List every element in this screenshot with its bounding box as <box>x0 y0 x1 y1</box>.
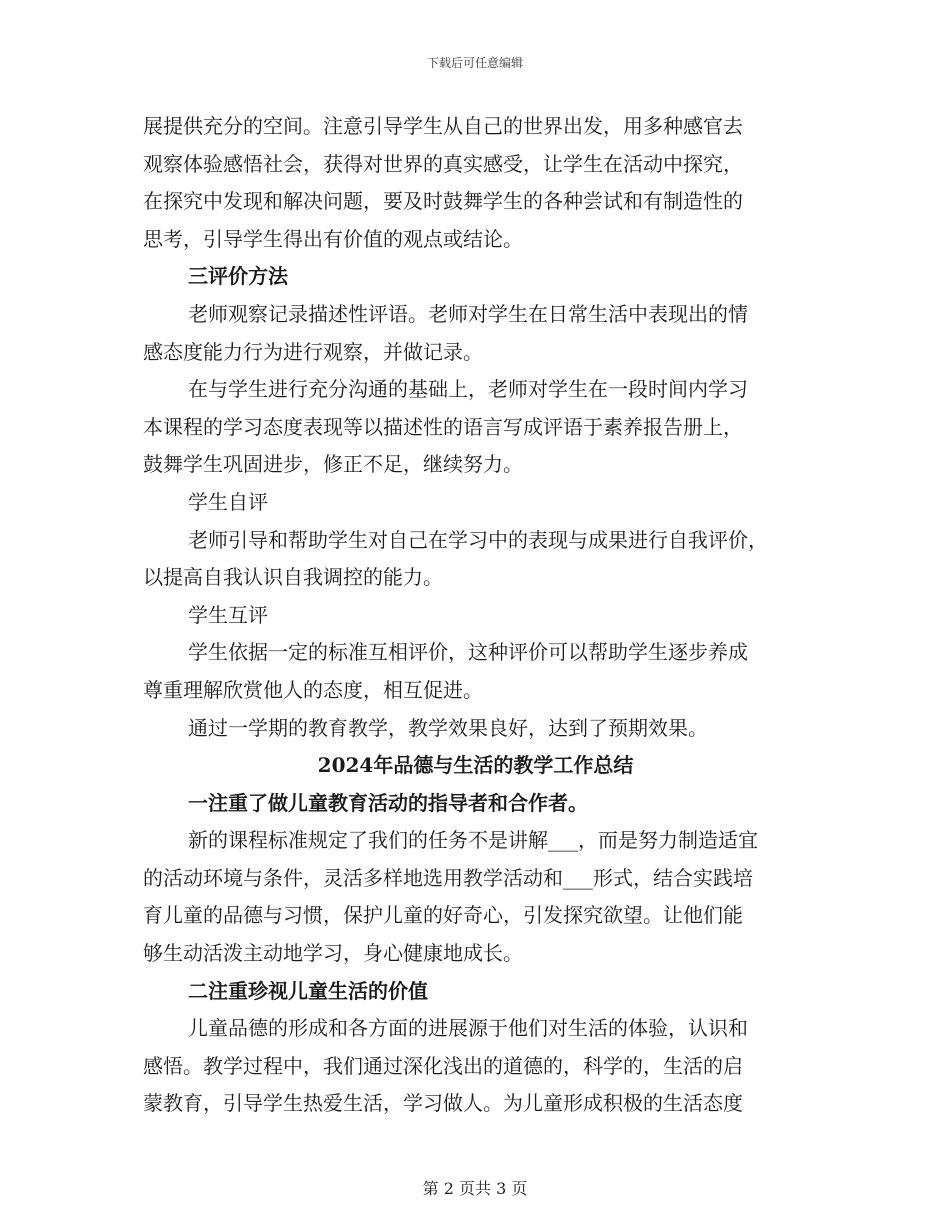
text-line: 尊重理解欣赏他人的态度，相互促进。 <box>143 677 483 702</box>
document-title: 2024年品德与生活的教学工作总结 <box>317 753 634 778</box>
page-number-footer: 第 2 页共 3 页 <box>422 1179 528 1198</box>
text-line: 感态度能力行为进行观察，并做记录。 <box>143 339 483 364</box>
text-line: 新的课程标准规定了我们的任务不是讲解___，而是努力制造适宜 <box>188 828 758 853</box>
text-line: 学生依据一定的标准互相评价，这种评价可以帮助学生逐步养成 <box>188 640 748 665</box>
text-line: 通过一学期的教育教学，教学效果良好，达到了预期效果。 <box>188 715 708 740</box>
text-line: 的活动环境与条件，灵活多样地选用教学活动和___形式，结合实践培 <box>143 865 753 890</box>
text-line: 够生动活泼主动地学习，身心健康地成长。 <box>143 941 523 966</box>
text-line: 观察体验感悟社会，获得对世界的真实感受，让学生在活动中探究， <box>143 151 743 176</box>
text-line: 老师观察记录描述性评语。老师对学生在日常生活中表现出的情 <box>188 301 748 326</box>
text-line: 本课程的学习态度表现等以描述性的语言写成评语于素养报告册上， <box>143 414 743 439</box>
text-line: 儿童品德的形成和各方面的进展源于他们对生活的体验，认识和 <box>188 1016 748 1041</box>
text-line: 老师引导和帮助学生对自己在学习中的表现与成果进行自我评价， <box>188 527 768 552</box>
text-line: 在探究中发现和解决问题，要及时鼓舞学生的各种尝试和有制造性的 <box>143 189 743 214</box>
text-line: 思考，引导学生得出有价值的观点或结论。 <box>143 226 523 251</box>
text-line: 以提高自我认识自我调控的能力。 <box>143 565 443 590</box>
text-line: 鼓舞学生巩固进步，修正不足，继续努力。 <box>143 452 523 477</box>
text-line: 育儿童的品德与习惯，保护儿童的好奇心，引发探究欲望。让他们能 <box>143 903 743 928</box>
section-heading: 三评价方法 <box>188 264 288 289</box>
subheading-text: 学生互评 <box>188 602 268 627</box>
section-heading: 一注重了做儿童教育活动的指导者和合作者。 <box>188 790 588 815</box>
text-line: 感悟。教学过程中，我们通过深化浅出的道德的，科学的，生活的启 <box>143 1053 743 1078</box>
text-line: 展提供充分的空间。注意引导学生从自己的世界出发，用多种感官去 <box>143 114 743 138</box>
text-line: 在与学生进行充分沟通的基础上，老师对学生在一段时间内学习 <box>188 377 748 402</box>
document-body <box>143 108 808 1123</box>
subheading-text: 学生自评 <box>188 489 268 514</box>
section-heading: 二注重珍视儿童生活的价值 <box>188 978 428 1003</box>
page-header-note: 下载后可任意编辑 <box>426 56 523 70</box>
text-line: 蒙教育，引导学生热爱生活，学习做人。为儿童形成积极的生活态度 <box>143 1091 743 1116</box>
